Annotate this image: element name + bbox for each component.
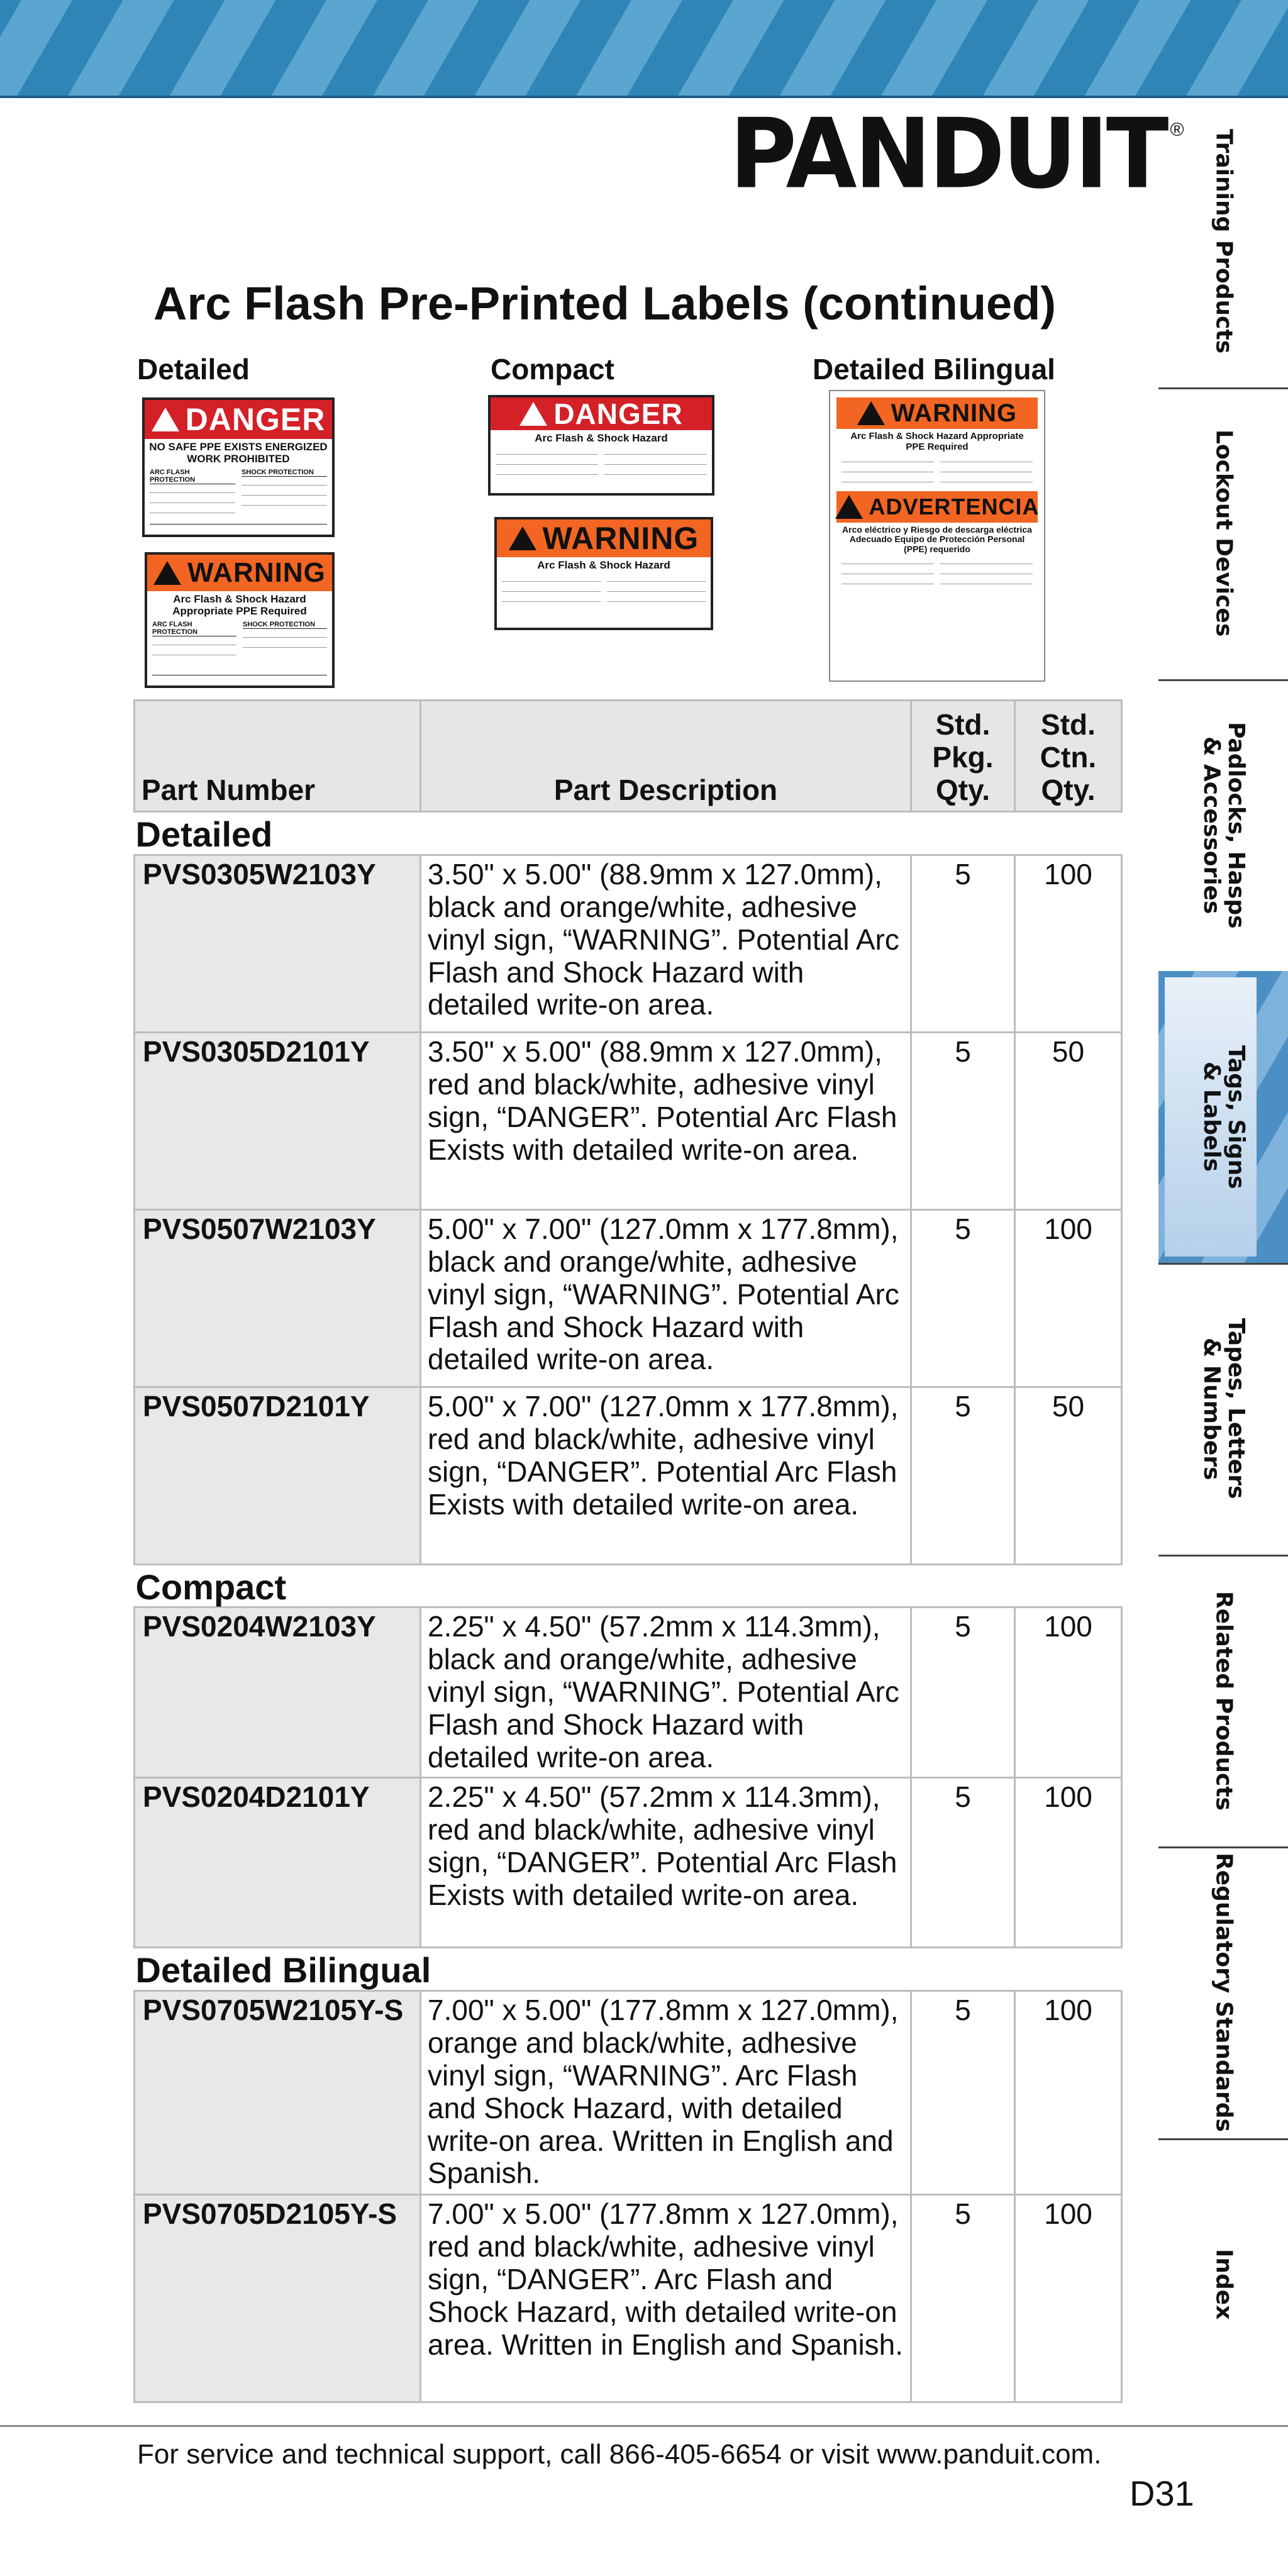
pkg-qty-cell: 5	[911, 1387, 1015, 1564]
tab-related-products[interactable]	[1158, 1555, 1288, 1848]
tab-label: Index	[1211, 2248, 1237, 2320]
ctn-qty-cell: 100	[1015, 855, 1122, 1032]
description-cell: 5.00" x 7.00" (127.0mm x 177.8mm), black and orange/white, adhesive vinyl sign, “WARNING”. Potential Arc Flash and Shock Hazard with detailed write-on area.	[421, 1209, 911, 1387]
ctn-qty-cell: 100	[1015, 1607, 1122, 1778]
tab-tags-signs-labels[interactable]	[1158, 971, 1288, 1265]
danger-text: DANGER	[185, 402, 326, 437]
label-subtitle-spanish: Arco eléctrico y Riesgo de descarga eléctrica Adecuado Equipo de Protección Personal (PPE) requerido	[842, 525, 1032, 554]
tab-label: Lockout Devices	[1211, 430, 1237, 637]
tab-label: Related Products	[1211, 1591, 1237, 1811]
header-part-number: Part Number	[135, 701, 421, 812]
warning-triangle-icon	[152, 408, 179, 431]
image-heading-bilingual: Detailed Bilingual	[813, 353, 1055, 386]
warning-triangle-icon	[509, 526, 536, 550]
panduit-logo	[730, 97, 1184, 211]
ctn-qty-cell: 50	[1015, 1032, 1122, 1209]
table-row	[135, 1607, 1122, 1778]
parts-table	[133, 699, 1123, 2403]
tab-padlocks-hasps-accessories[interactable]	[1158, 679, 1288, 973]
shock-protection-heading: SHOCK PROTECTION	[242, 469, 327, 477]
label-subtitle: Arc Flash & Shock Hazard	[537, 559, 670, 571]
detailed-danger-label-image	[142, 397, 335, 537]
flash-protection-heading: ARC FLASH PROTECTION	[150, 469, 235, 484]
tab-label: Padlocks, Hasps & Accessories	[1199, 721, 1249, 929]
group-heading: Detailed	[135, 812, 1122, 855]
pkg-qty-cell: 5	[911, 1778, 1015, 1948]
label-subtitle: Arc Flash & Shock Hazard Appropriate PPE Required	[850, 431, 1024, 452]
shock-protection-heading: SHOCK PROTECTION	[243, 621, 327, 629]
description-cell: 7.00" x 5.00" (177.8mm x 127.0mm), orange and black/white, adhesive vinyl sign, “WARNING”. Arc Flash and Shock Hazard, with detailed write-on area. Written in English and Spanish.	[421, 1990, 911, 2194]
tab-index[interactable]	[1158, 2138, 1288, 2430]
header-std-ctn-qty: Std. Ctn. Qty.	[1015, 701, 1122, 812]
pkg-qty-cell: 5	[911, 2194, 1015, 2402]
ctn-qty-cell: 100	[1015, 1209, 1122, 1387]
pkg-qty-cell: 5	[911, 1209, 1015, 1387]
detailed-warning-label-image	[145, 552, 335, 688]
part-number-cell: PVS0204D2101Y	[135, 1778, 421, 1948]
part-number-cell: PVS0507D2101Y	[135, 1387, 421, 1564]
tab-training-products[interactable]	[1158, 96, 1288, 389]
description-cell: 3.50" x 5.00" (88.9mm x 127.0mm), black and orange/white, adhesive vinyl sign, “WARNING”. Potential Arc Flash and Shock Hazard with detailed write-on area.	[421, 855, 911, 1032]
tab-lockout-devices[interactable]	[1158, 387, 1288, 681]
part-number-cell: PVS0705D2105Y-S	[135, 2194, 421, 2402]
group-row	[135, 1948, 1122, 1991]
logo-wordmark: PANDUIT	[730, 97, 1167, 211]
ctn-qty-cell: 100	[1015, 2194, 1122, 2402]
group-row	[135, 1564, 1122, 1607]
table-header-row	[135, 701, 1122, 812]
footer-divider	[0, 2425, 1288, 2427]
description-cell: 7.00" x 5.00" (177.8mm x 127.0mm), red and black/white, adhesive vinyl sign, “DANGER”. Arc Flash and Shock Hazard, with detailed write-on area. Written in English and Spanish.	[421, 2194, 911, 2402]
pkg-qty-cell: 5	[911, 1607, 1015, 1778]
group-heading: Compact	[135, 1564, 1122, 1607]
description-cell: 5.00" x 7.00" (127.0mm x 177.8mm), red and black/white, adhesive vinyl sign, “DANGER”. Potential Arc Flash Exists with detailed write-on area.	[421, 1387, 911, 1564]
tab-label: Regulatory Standards	[1211, 1853, 1237, 2132]
registered-mark: ®	[1170, 119, 1184, 140]
warning-text: WARNING	[187, 557, 326, 588]
description-cell: 3.50" x 5.00" (88.9mm x 127.0mm), red and black/white, adhesive vinyl sign, “DANGER”. Potential Arc Flash Exists with detailed write-on area.	[421, 1032, 911, 1209]
header-std-pkg-qty: Std. Pkg. Qty.	[911, 701, 1015, 812]
ctn-qty-cell: 100	[1015, 1778, 1122, 1948]
tab-label: Tags, Signs & Labels	[1199, 1045, 1249, 1189]
warning-text: WARNING	[891, 399, 1018, 427]
page-number: D31	[1130, 2473, 1194, 2513]
pkg-qty-cell: 5	[911, 1032, 1015, 1209]
compact-danger-label-image	[488, 395, 714, 496]
description-cell: 2.25" x 4.50" (57.2mm x 114.3mm), red and black/white, adhesive vinyl sign, “DANGER”. Potential Arc Flash Exists with detailed write-on area.	[421, 1778, 911, 1948]
part-number-cell: PVS0305D2101Y	[135, 1032, 421, 1209]
compact-warning-label-image	[494, 517, 713, 630]
tab-tapes-letters-numbers[interactable]	[1158, 1263, 1288, 1557]
pkg-qty-cell: 5	[911, 855, 1015, 1032]
page-title: Arc Flash Pre-Printed Labels (continued)	[153, 277, 1057, 330]
section-tabs	[1158, 96, 1288, 2454]
danger-text: DANGER	[553, 397, 683, 430]
tab-label: Training Products	[1211, 129, 1237, 354]
advertencia-text: ADVERTENCIA	[869, 494, 1040, 519]
part-number-cell: PVS0305W2103Y	[135, 855, 421, 1032]
ctn-qty-cell: 100	[1015, 1990, 1122, 2194]
image-heading-compact: Compact	[491, 353, 614, 386]
part-number-cell: PVS0204W2103Y	[135, 1607, 421, 1778]
label-subtitle: NO SAFE PPE EXISTS ENERGIZED WORK PROHIBITED	[149, 441, 328, 465]
description-cell: 2.25" x 4.50" (57.2mm x 114.3mm), black and orange/white, adhesive vinyl sign, “WARNING”. Potential Arc Flash and Shock Hazard with detailed write-on area.	[421, 1607, 911, 1778]
part-number-cell: PVS0705W2105Y-S	[135, 1990, 421, 2194]
table-row	[135, 1778, 1122, 1948]
table-row	[135, 1387, 1122, 1564]
table-row	[135, 1209, 1122, 1387]
image-heading-detailed: Detailed	[137, 353, 250, 386]
table-row	[135, 2194, 1122, 2402]
support-footer: For service and technical support, call 866-405-6654 or visit www.panduit.com.	[137, 2439, 1102, 2470]
warning-triangle-icon	[857, 401, 885, 425]
pkg-qty-cell: 5	[911, 1990, 1015, 2194]
flash-protection-heading: ARC FLASH PROTECTION	[152, 621, 236, 636]
top-banner	[0, 0, 1288, 98]
warning-triangle-icon	[835, 495, 863, 519]
header-part-description: Part Description	[421, 701, 911, 812]
ctn-qty-cell: 50	[1015, 1387, 1122, 1564]
table-row	[135, 855, 1122, 1032]
part-number-cell: PVS0507W2103Y	[135, 1209, 421, 1387]
bilingual-label-image	[829, 390, 1045, 682]
warning-triangle-icon	[153, 561, 181, 585]
label-subtitle: Arc Flash & Shock Hazard Appropriate PPE Required	[172, 593, 307, 617]
tab-regulatory-standards[interactable]	[1158, 1846, 1288, 2140]
table-row	[135, 1990, 1122, 2194]
table-row	[135, 1032, 1122, 1209]
group-heading: Detailed Bilingual	[135, 1948, 1122, 1991]
warning-text: WARNING	[542, 521, 699, 556]
label-subtitle: Arc Flash & Shock Hazard	[535, 432, 668, 444]
warning-triangle-icon	[519, 402, 547, 426]
tab-label: Tapes, Letters & Numbers	[1199, 1318, 1249, 1499]
group-row	[135, 812, 1122, 855]
